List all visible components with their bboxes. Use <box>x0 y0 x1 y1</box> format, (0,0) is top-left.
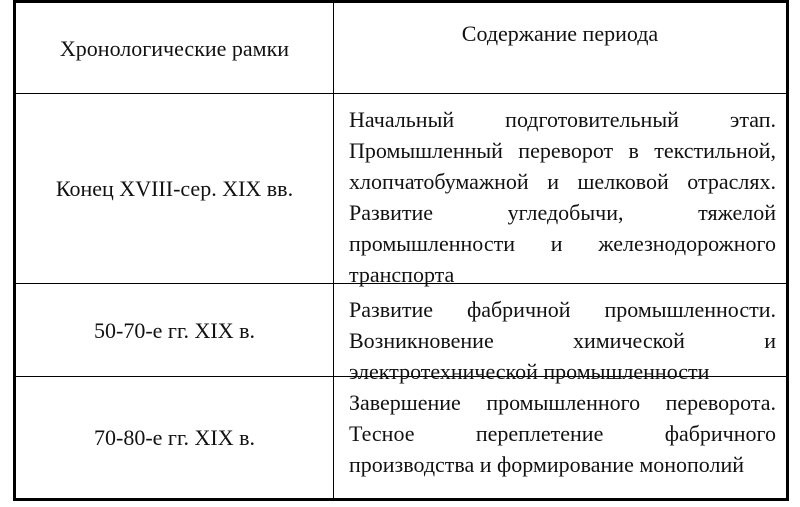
header-period <box>16 3 334 94</box>
row-2-period-text: 50-70-е гг. XIX в. <box>94 317 255 343</box>
header-content-label: Содержание периода <box>461 21 659 46</box>
periods-table <box>13 0 789 501</box>
row-1-content <box>334 94 786 287</box>
row-3-content-text: Завершение промышленного переворота. Тесное переплетение фабричного производства и формирование монополий <box>349 390 776 477</box>
row-3-content <box>334 377 786 498</box>
row-1-content-text: Начальный подготовительный этап. Промышленный переворот в текстильной, хлопчатобумажной и шелковой отраслях. Развитие угледобычи, тяжелой промышленности и железнодорожного транспорта <box>349 107 776 287</box>
header-content <box>334 3 786 94</box>
header-period-label: Хронологические рамки <box>59 35 290 61</box>
row-2-content-text: Развитие фабричной промышленности. Возникновение химической и электротехнической промышленности <box>349 297 776 384</box>
row-2-period <box>16 284 334 377</box>
row-3-period <box>16 377 334 498</box>
row-2-content <box>334 284 786 384</box>
row-3-period-text: 70-80-е гг. XIX в. <box>94 425 255 450</box>
row-1-period <box>16 94 334 284</box>
row-1-period-text: Конец XVIII-сер. XIX вв. <box>55 176 294 201</box>
